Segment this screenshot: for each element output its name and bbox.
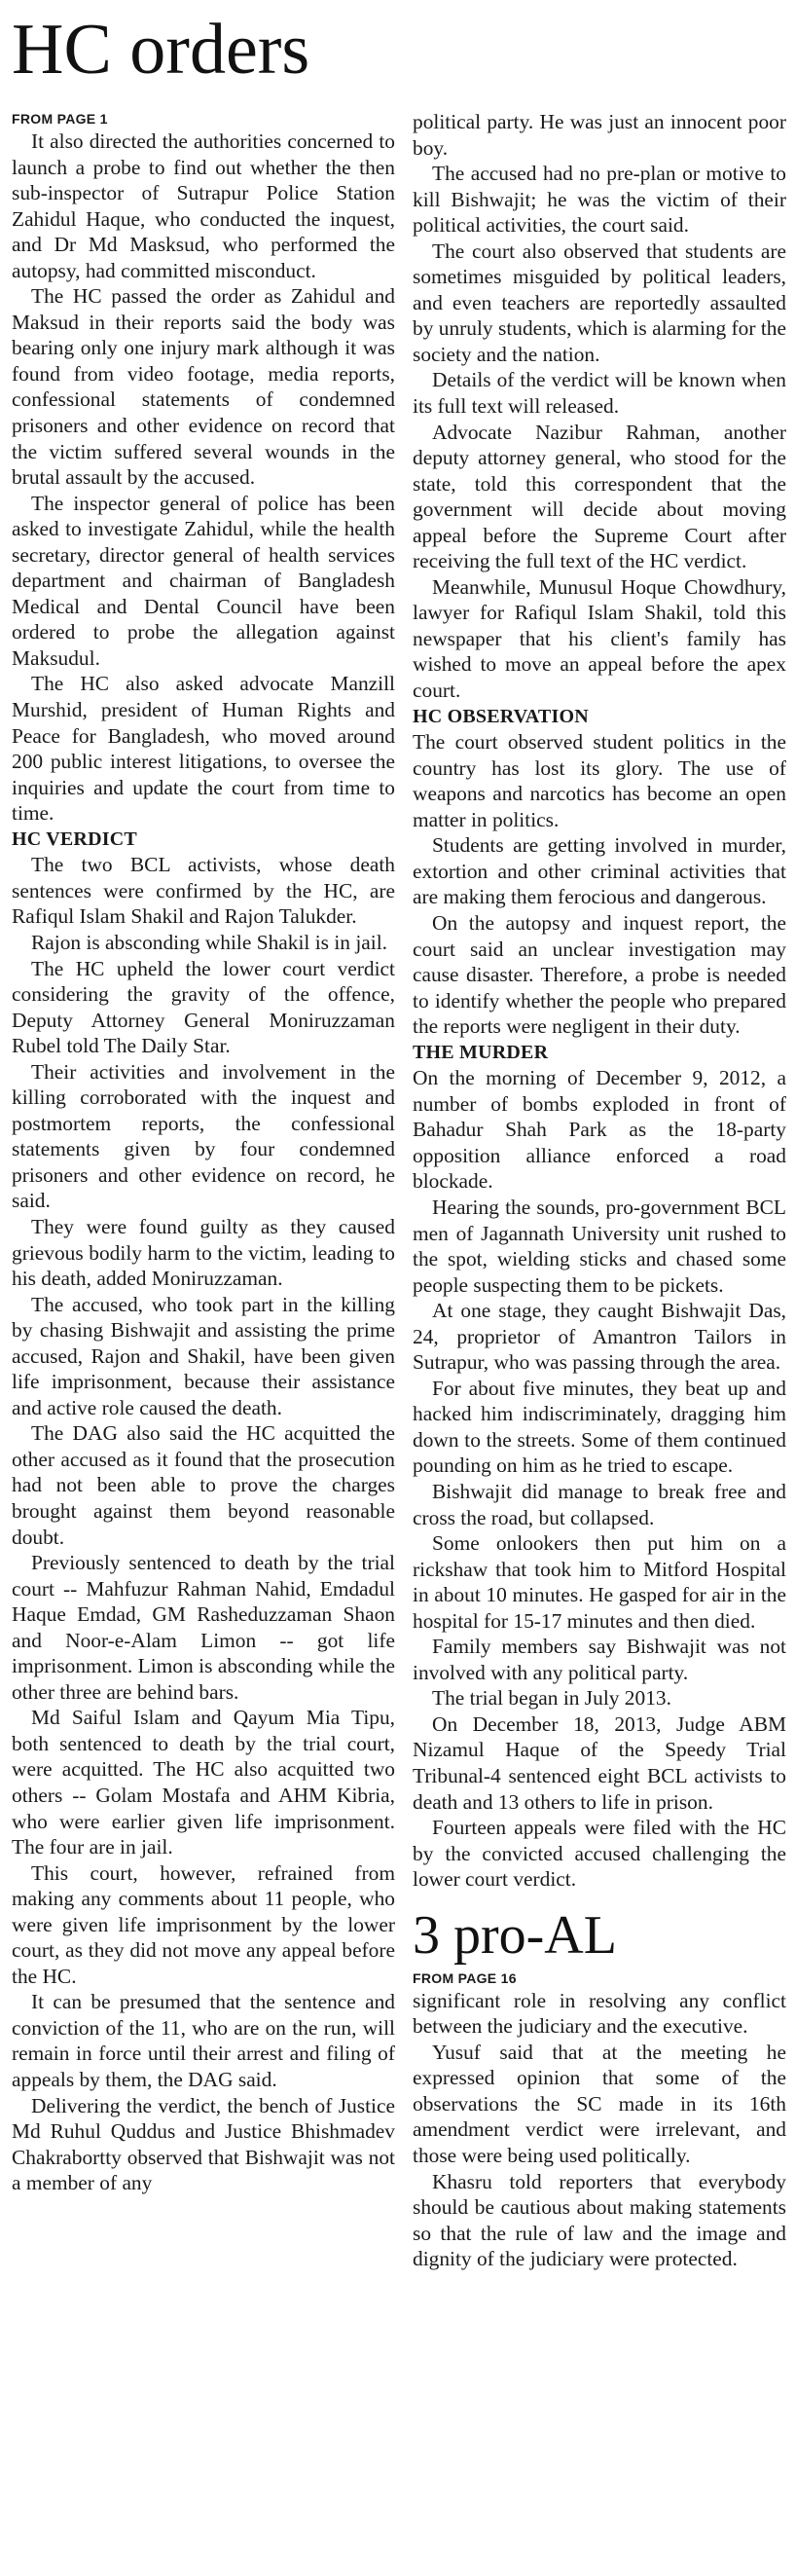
article-paragraph: It can be presumed that the sentence and conviction of the 11, who are on the run, will remain in force until their arrest and filing of appeals by them, the DAG said. [12,1990,395,2092]
article-paragraph: Students are getting involved in murder, extortion and other criminal activities that are making them ferocious and dangerous. [413,833,786,909]
section-subhead: THE MURDER [413,1041,549,1063]
right-column [413,109,786,2272]
article-paragraph: The two BCL activists, whose death sentences were confirmed by the HC, are Rafiqul Islam Shakil and Rajon Talukder. [12,853,395,929]
left-column [12,109,395,2196]
story-headline: HC orders [12,10,310,90]
article-paragraph: Rajon is absconding while Shakil is in jail. [31,930,387,954]
second-story-kicker: FROM PAGE 16 [413,1969,517,1986]
article-paragraph: At one stage, they caught Bishwajit Das, 24, proprietor of Amantron Tailors in Sutrapur, who was passing through the area. [413,1299,786,1375]
second-story-headline: 3 pro-AL [413,1904,617,1966]
article-paragraph: Meanwhile, Munusul Hoque Chowdhury, lawyer for Rafiqul Islam Shakil, told this newspaper that his client's family has wished to move an appeal before the apex court. [413,574,786,703]
article-paragraph: They were found guilty as they caused grievous bodily harm to the victim, leading to his death, added Moniruzzaman. [12,1214,395,1291]
article-paragraph: The accused, who took part in the killing by chasing Bishwajit and assisting the prime accused, Rajon and Shakil, have been given life imprisonment, because their assistance and active role caused the death. [12,1292,395,1419]
article-paragraph: The HC upheld the lower court verdict considering the gravity of the offence, Deputy Attorney General Moniruzzaman Rubel told The Daily Star. [12,956,395,1058]
article-paragraph: Family members say Bishwajit was not involved with any political party. [413,1635,786,1684]
article-paragraph: The accused had no pre-plan or motive to kill Bishwajit; he was the victim of their political activities, the court said. [413,162,786,238]
article-paragraph: Md Saiful Islam and Qayum Mia Tipu, both sentenced to death by the trial court, were acquitted. The HC also acquitted two others -- Golam Mostafa and AHM Kibria, who were earlier given life imprisonment. The four are in jail. [12,1706,395,1859]
article-paragraph: Hearing the sounds, pro-government BCL men of Jagannath University unit rushed to the spot, wielding sticks and chased some people suspecting them to be pickets. [413,1195,786,1297]
article-paragraph: On the morning of December 9, 2012, a number of bombs exploded in front of Bahadur Shah Park as the 18-party opposition alliance enforced a road blockade. [413,1066,786,1194]
article-paragraph: Delivering the verdict, the bench of Justice Md Ruhul Quddus and Justice Bhishmadev Chakrabortty observed that Bishwajit was not a member of any [12,2093,395,2195]
article-paragraph: Advocate Nazibur Rahman, another deputy attorney general, who stood for the state, told this correspondent that the government will decide about moving appeal before the Supreme Court after receiving the full text of the HC verdict. [413,420,786,573]
article-paragraph: For about five minutes, they beat up and hacked him indiscriminately, dragging him down to the streets. Some of them continued pounding on him as he tried to escape. [413,1376,786,1478]
article-paragraph: This court, however, refrained from making any comments about 11 people, who were given life imprisonment by the lower court, as they did not move any appeal before the HC. [12,1860,395,1988]
article-paragraph: The inspector general of police has been asked to investigate Zahidul, while the health secretary, director general of health services department and chairman of Bangladesh Medical and Dental Council have been ordered to probe the allegation against Maksudul. [12,491,395,670]
article-paragraph: The court observed student politics in the country has lost its glory. The use of weapons and narcotics has become an open matter in politics. [413,730,786,831]
article-paragraph: It also directed the authorities concerned to launch a probe to find out whether the then sub-inspector of Sutrapur Police Station Zahidul Haque, who conducted the inquest, and Dr Md Masksud, who performed the autopsy, had committed misconduct. [12,129,395,282]
article-paragraph: The HC also asked advocate Manzill Murshid, president of Human Rights and Peace for Bangladesh, who moved around 200 public interest litigations, to oversee the inquiries and update the court from time to time. [12,672,395,826]
article-paragraph: Khasru told reporters that everybody should be cautious about making statements so that the rule of law and the image and dignity of the judiciary were protected. [413,2169,786,2271]
article-paragraph: Fourteen appeals were filed with the HC by the convicted accused challenging the lower court verdict. [413,1816,786,1892]
article-paragraph: On the autopsy and inquest report, the court said an unclear investigation may cause disaster. Therefore, a probe is needed to identify whether the people who prepared the reports were negligent in their duty. [413,910,786,1039]
story-kicker: FROM PAGE 1 [12,111,108,127]
section-subhead: HC OBSERVATION [413,705,589,727]
article-paragraph: Bishwajit did manage to break free and cross the road, but collapsed. [413,1479,786,1529]
article-paragraph: Previously sentenced to death by the trial court -- Mahfuzur Rahman Nahid, Emdadul Haque Emdad, GM Rasheduzzaman Shaon and Noor-e-Alam Limon -- got life imprisonment. Limon is absconding while the other three are behind bars. [12,1551,395,1704]
article-paragraph: significant role in resolving any conflict between the judiciary and the executive. [413,1988,786,2039]
article-paragraph: Yusuf said that at the meeting he expressed opinion that some of the observations the SC made in its 16th amendment verdict were irrelevant, and those were being used politically. [413,2040,786,2168]
article-paragraph: Details of the verdict will be known when its full text will released. [413,368,786,419]
article-paragraph: The trial began in July 2013. [432,1686,671,1711]
article-paragraph: On December 18, 2013, Judge ABM Nizamul Haque of the Speedy Trial Tribunal-4 sentenced eight BCL activists to death and 13 others to life in prison. [413,1711,786,1814]
article-paragraph: The HC passed the order as Zahidul and Maksud in their reports said the body was bearing only one injury mark although it was found from video footage, media reports, confessional statements of condemned prisoners and other evidence on record that the victim suffered several wounds in the brutal assault by the accused. [12,284,395,490]
article-paragraph: Some onlookers then put him on a rickshaw that took him to Mitford Hospital in about 10 minutes. He gasped for air in the hospital for 15-17 minutes and then died. [413,1531,786,1633]
article-paragraph: Their activities and involvement in the killing corroborated with the inquest and postmortem reports, the confessional statements given by four condemned prisoners and other evidence on record, he said. [12,1059,395,1213]
article-paragraph: The court also observed that students are sometimes misguided by political leaders, and even teachers are reportedly assaulted by unruly students, which is alarming for the society and the nation. [413,239,786,366]
section-subhead: HC VERDICT [12,828,137,850]
article-paragraph: The DAG also said the HC acquitted the other accused as it found that the prosecution had not been able to prove the charges brought against them beyond reasonable doubt. [12,1421,395,1549]
article-paragraph: political party. He was just an innocent poor boy. [413,110,786,160]
